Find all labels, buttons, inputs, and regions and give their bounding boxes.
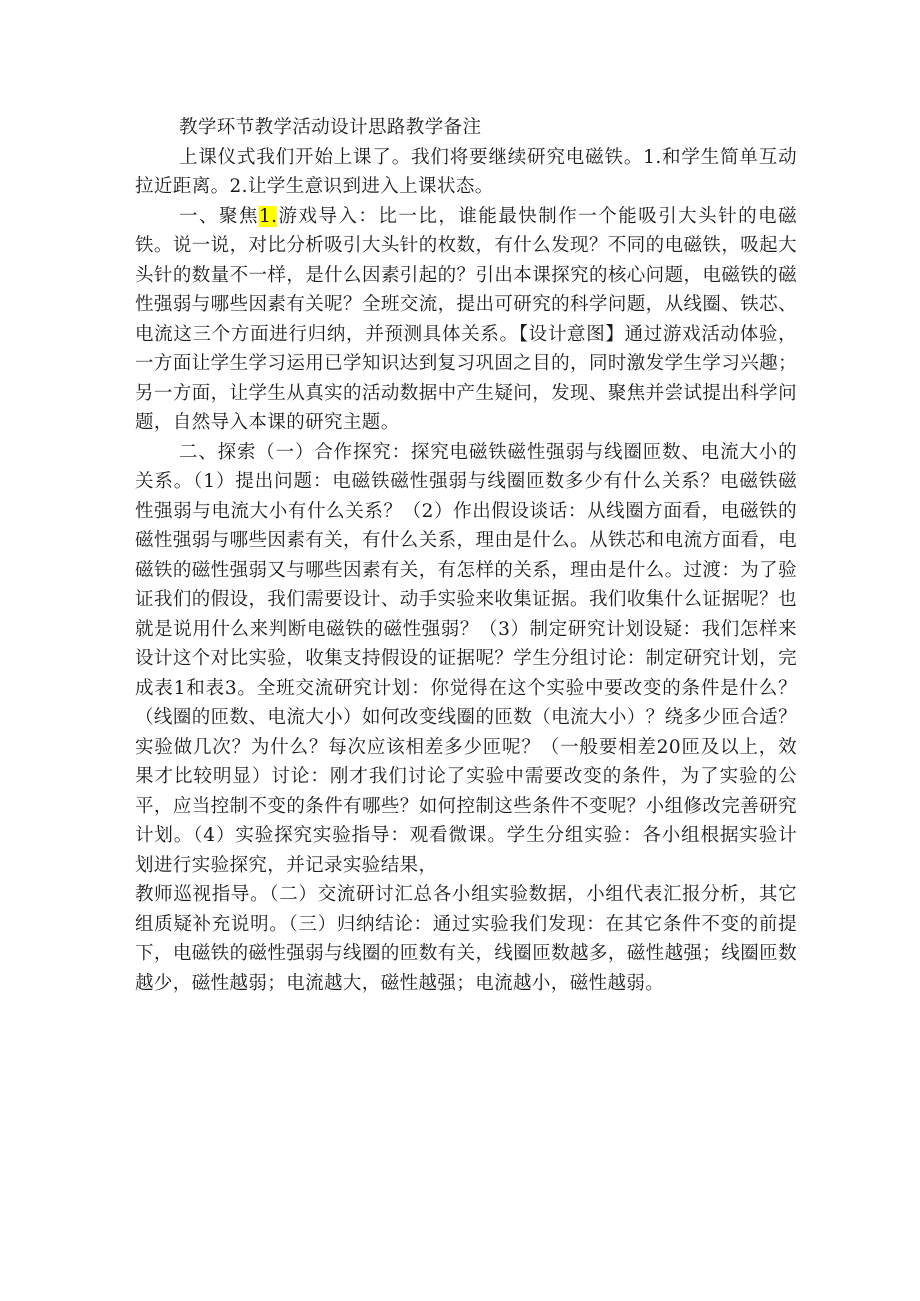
focus-paragraph <box>135 202 797 438</box>
explore-paragraph: 二、探索（一）合作探究：探究电磁铁磁性强弱与线圈匝数、电流大小的关系。（1）提出问题：电磁铁磁性强弱与线圈匝数多少有什么关系？电磁铁磁性强弱与电流大小有什么关系？（2）作出假设谈话：从线圈方面看，电磁铁的磁性强弱与哪些因素有关，有什么关系，理由是什么。从铁芯和电流方面看，电磁铁的磁性强弱又与哪些因素有关，有怎样的关系，理由是什么。过渡：为了验证我们的假设，我们需要设计、动手实验来收集证据。我们收集什么证据呢？也就是说用什么来判断电磁铁的磁性强弱？（3）制定研究计划设疑：我们怎样来设计这个对比实验，收集支持假设的证据呢？学生分组讨论：制定研究计划，完成表1和表3。全班交流研究计划：你觉得在这个实验中要改变的条件是什么？（线圈的匝数、电流大小）如何改变线圈的匝数（电流大小）？绕多少匝合适？实验做几次？为什么？每次应该相差多少匝呢？（一般要相差20匝及以上，效果才比较明显）讨论：刚才我们讨论了实验中需要改变的条件，为了实验的公平，应当控制不变的条件有哪些？如何控制这些条件不变呢？小组修改完善研究计划。（4）实验探究实验指导：观看微课。学生分组实验：各小组根据实验计划进行实验探究，并记录实验结果， <box>135 441 797 876</box>
highlighted-text: 1. <box>258 205 278 227</box>
focus-lead: 一、聚焦 <box>179 205 259 227</box>
table-header-line: 教学环节教学活动设计思路教学备注 <box>179 117 482 138</box>
focus-text: 游戏导入：比一比，谁能最快制作一个能吸引大头针的电磁铁。说一说，对比分析吸引大头针的枚数，有什么发现？不同的电磁铁，吸起大头针的数量不一样，是什么因素引起的？引出本课探究的核心问题，电磁铁的磁性强弱与哪些因素有关呢？全班交流，提出可研究的科学问题，从线圈、铁芯、电流这三个方面进行归纳，并预测具体关系。【设计意图】通过游戏活动体验，一方面让学生学习运用已学知识达到复习巩固之目的，同时激发学生学习兴趣；另一方面，让学生从真实的活动数据中产生疑问，发现、聚焦并尝试提出科学问题，自然导入本课的研究主题。 <box>135 205 798 433</box>
document-page <box>135 113 797 998</box>
intro-paragraph: 上课仪式我们开始上课了。我们将要继续研究电磁铁。1.和学生简单互动拉近距离。2.让学生意识到进入上课状态。 <box>135 146 797 197</box>
conclusion-paragraph: 教师巡视指导。（二）交流研讨汇总各小组实验数据，小组代表汇报分析，其它组质疑补充说明。（三）归纳结论：通过实验我们发现：在其它条件不变的前提下，电磁铁的磁性强弱与线圈的匝数有关，线圈匝数越多，磁性越强；线圈匝数越少，磁性越弱；电流越大，磁性越强；电流越小，磁性越弱。 <box>135 884 797 994</box>
